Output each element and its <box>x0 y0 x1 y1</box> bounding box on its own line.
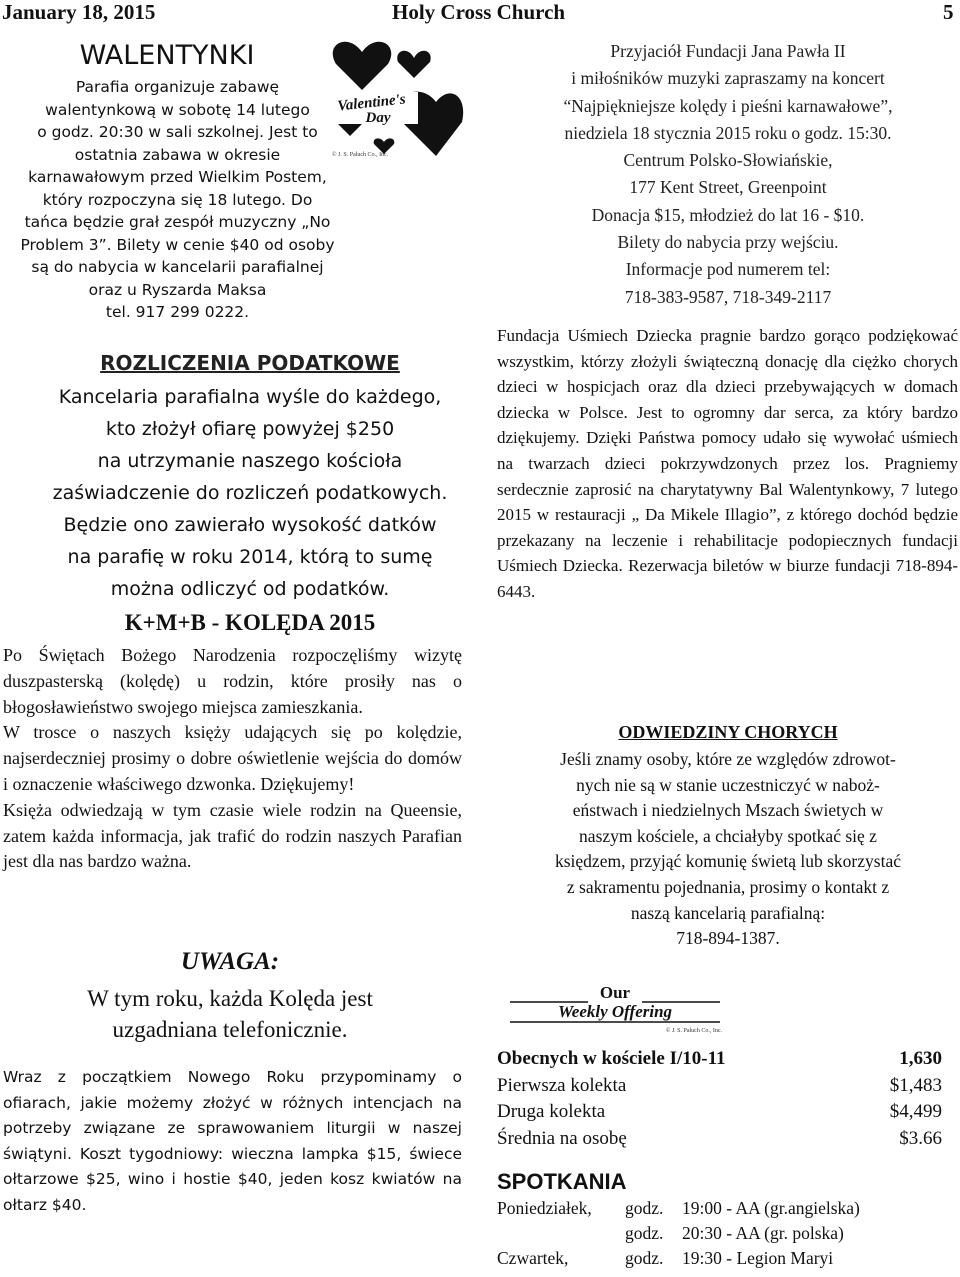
walentynki-line: tel. 917 299 0222. <box>105 303 250 321</box>
koleda-body <box>3 643 462 875</box>
odwiedziny-line: naszą kancelarią parafialną: <box>630 902 826 923</box>
odwiedziny-line: 718-894-1387. <box>676 928 780 949</box>
logo-credit: © J. S. Paluch Co., Inc. <box>665 1028 722 1034</box>
koncert-line: Bilety do nabycia przy wejściu. <box>617 232 839 253</box>
odwiedziny-body <box>500 747 956 952</box>
valentines-day-hearts-image <box>328 30 468 165</box>
schedule-row <box>497 1246 957 1271</box>
schedule-day: Czwartek, <box>497 1248 569 1268</box>
schedule-text: 19:30 - Legion Maryi <box>682 1248 834 1268</box>
odwiedziny-line: Jeśli znamy osoby, które ze względów zdrowot- <box>560 749 896 769</box>
fundacja-paragraph: Fundacja Uśmiech Dziecka pragnie bardzo gorąco podziękować wszystkim, którzy złożyli świąteczną donację dla ciężko chorych dzieci w hospicjach oraz dla dzieci przebywających w domach dziecka w Polsce. Jest to ogromny dar serca, za który bardzo dziękujemy. Dzięki Państwa pomocy udało się wywołać uśmiech na twarzach dzieci pokrzywdzonych przez los. Pragniemy serdecznie zaprosić na charytatywny Bal Walentynkowy, 7 lutego 2015 w restauracji „ Da Mikele Illagio”, z którego dochód będzie przekazany na leczenie i rehabilitacje podopiecznych fundacji Uśmiech Dziecka. Rezerwacja biletów w biurze fundacji 718-894-6443. <box>497 326 958 601</box>
stats-row <box>497 1046 942 1073</box>
uwaga-line: W tym roku, każda Kolęda jest <box>87 986 373 1011</box>
rozliczenia-body <box>0 381 500 605</box>
rozliczenia-line: Będzie ono zawierało wysokość datków <box>63 514 437 536</box>
stats-value: $4,499 <box>889 1101 942 1122</box>
heart-shape <box>397 51 430 78</box>
schedule-godz: godz. <box>625 1248 664 1268</box>
koncert-line: niedziela 18 stycznia 2015 roku o godz. 15:30. <box>564 122 892 143</box>
odwiedziny-line: księdzem, przyjąć komunię świetą lub skorzystać <box>554 851 901 872</box>
walentynki-line: Parafia organizuje zabawę <box>75 78 280 96</box>
schedule-godz: godz. <box>625 1223 664 1243</box>
stats-value: 1,630 <box>899 1048 942 1069</box>
koncert-line: Przyjaciół Fundacji Jana Pawła II <box>610 41 846 61</box>
uwaga-body <box>0 983 460 1045</box>
schedule-row <box>497 1221 957 1246</box>
weekly-offering-logo <box>500 976 730 1036</box>
walentynki-line: karnawałowym przed Wielkim Postem, <box>28 168 327 186</box>
ofiary-paragraph: Wraz z początkiem Nowego Roku przypominamy o ofiarach, jakie możemy złożyć w różnych intencjach na potrzeby związane ze sprawowaniem liturgii w naszej świątyni. Koszt tygodniowy: wieczna lampka $15, świece ołtarzowe $25, wino i hostie $40, jeden kosz kwiatów na ołtarz $40. <box>3 1068 462 1214</box>
rozliczenia-line: można odliczyć od podatków. <box>110 578 390 600</box>
uwaga-line: uzgadniana telefonicznie. <box>112 1017 348 1042</box>
stats-value: $3.66 <box>899 1127 942 1149</box>
header-date: January 18, 2015 <box>2 0 156 24</box>
schedule-day <box>497 1221 625 1246</box>
valentines-caption: Valentine's <box>336 91 407 115</box>
rozliczenia-title: ROZLICZENIA PODATKOWE <box>100 351 400 375</box>
header-page-number: 5 <box>943 0 954 24</box>
stats-row <box>497 1126 942 1153</box>
uwaga-title: UWAGA: <box>180 948 280 975</box>
logo-our: Our <box>599 983 631 1002</box>
stats-label: Średnia na osobę <box>497 1127 627 1149</box>
stats-row <box>497 1099 942 1126</box>
stats-label: Druga kolekta <box>497 1101 606 1122</box>
schedule-text: 19:00 - AA (gr.angielska) <box>682 1198 860 1218</box>
walentynki-line: tańca będzie grał zespół muzyczny „No <box>24 213 331 231</box>
walentynki-line: który rozpoczyna się 18 lutego. Do <box>42 190 313 209</box>
walentynki-body <box>0 76 355 324</box>
rozliczenia-line: na parafię w roku 2014, którą to sumę <box>67 546 433 568</box>
koleda-paragraph: Po Świętach Bożego Narodzenia rozpoczęliśmy wizytę duszpasterską (kolędę) u rodzin, które prosiły nas o błogosławieństwo swojego miejsca zamieszkania. <box>3 645 462 717</box>
koncert-line: 718-383-9587, 718-349-2117 <box>624 286 832 307</box>
koleda-paragraph: Księża odwiedzają w tym czasie wiele rodzin na Queensie, zatem każda informacja, jak trafić do rodzin naszych Parafian jest dla nas bardzo ważna. <box>3 799 462 872</box>
walentynki-title: WALENTYNKI <box>79 40 255 71</box>
odwiedziny-line: z sakramentu pojednania, prosimy o kontakt z <box>566 876 890 897</box>
schedule-text: 20:30 - AA (gr. polska) <box>682 1223 844 1243</box>
rozliczenia-line: zaświadczenie do rozliczeń podatkowych. <box>52 482 448 504</box>
stats-label: Pierwsza kolekta <box>497 1074 627 1096</box>
koleda-title: K+M+B - KOLĘDA 2015 <box>124 610 376 635</box>
logo-weekly-offering: Weekly Offering <box>557 1002 673 1021</box>
stats-value: $1,483 <box>889 1074 942 1096</box>
schedule-row <box>497 1196 957 1221</box>
spotkania-title: SPOTKANIA <box>497 1169 627 1194</box>
odwiedziny-line: nych nie są w stanie uczestniczyć w naboż- <box>576 774 880 795</box>
koncert-line: 177 Kent Street, Greenpoint <box>629 177 827 198</box>
spotkania-schedule <box>497 1196 957 1271</box>
header-title: Holy Cross Church <box>392 0 566 24</box>
koncert-notice <box>500 38 956 311</box>
walentynki-line: oraz u Ryszarda Maksa <box>88 280 267 299</box>
walentynki-line: ostatnia zabawa w okresie <box>74 145 281 164</box>
koncert-line: Centrum Polsko-Słowiańskie, <box>623 150 833 171</box>
day-caption: Day <box>365 110 391 126</box>
koleda-paragraph: W trosce o naszych księży udających się po kolędzie, najserdeczniej prosimy o dobre oświetlenie wejścia do domów i oznaczenie właściwego dzwonka. Dziękujemy! <box>3 722 462 794</box>
koncert-line: Donacja $15, młodzież do lat 16 - $10. <box>591 204 865 225</box>
koncert-line: i miłośników muzyki zapraszamy na koncert <box>571 68 885 89</box>
rozliczenia-line: na utrzymanie naszego kościoła <box>97 450 403 472</box>
walentynki-line: Problem 3”. Bilety w cenie $40 od osoby <box>20 235 335 254</box>
image-credit: © J. S. Paluch Co., Inc. <box>332 152 389 158</box>
odwiedziny-line: naszym kościele, a chciałyby spotkać się z <box>579 825 877 846</box>
heart-shape <box>333 42 392 90</box>
walentynki-line: o godz. 20:30 w sali szkolnej. Jest to <box>37 123 318 141</box>
offering-stats <box>497 1046 942 1152</box>
odwiedziny-title: ODWIEDZINY CHORYCH <box>618 722 838 742</box>
walentynki-line: walentynkową w sobotę 14 lutego <box>45 100 310 119</box>
koncert-line: “Najpiękniejsze kolędy i pieśni karnawałowe”, <box>563 95 893 116</box>
stats-label: Obecnych w kościele I/10-11 <box>497 1048 726 1069</box>
walentynki-line: są do nabycia w kancelarii parafialnej <box>31 258 324 276</box>
rozliczenia-line: kto złożył ofiarę powyżej $250 <box>105 418 395 440</box>
schedule-day: Poniedziałek, <box>497 1198 592 1218</box>
stats-row <box>497 1073 942 1100</box>
rozliczenia-line: Kancelaria parafialna wyśle do każdego, <box>58 386 442 408</box>
odwiedziny-line: eństwach i niedzielnych Mszach świetych w <box>572 800 884 821</box>
schedule-godz: godz. <box>625 1198 664 1218</box>
koncert-line: Informacje pod numerem tel: <box>625 259 831 280</box>
